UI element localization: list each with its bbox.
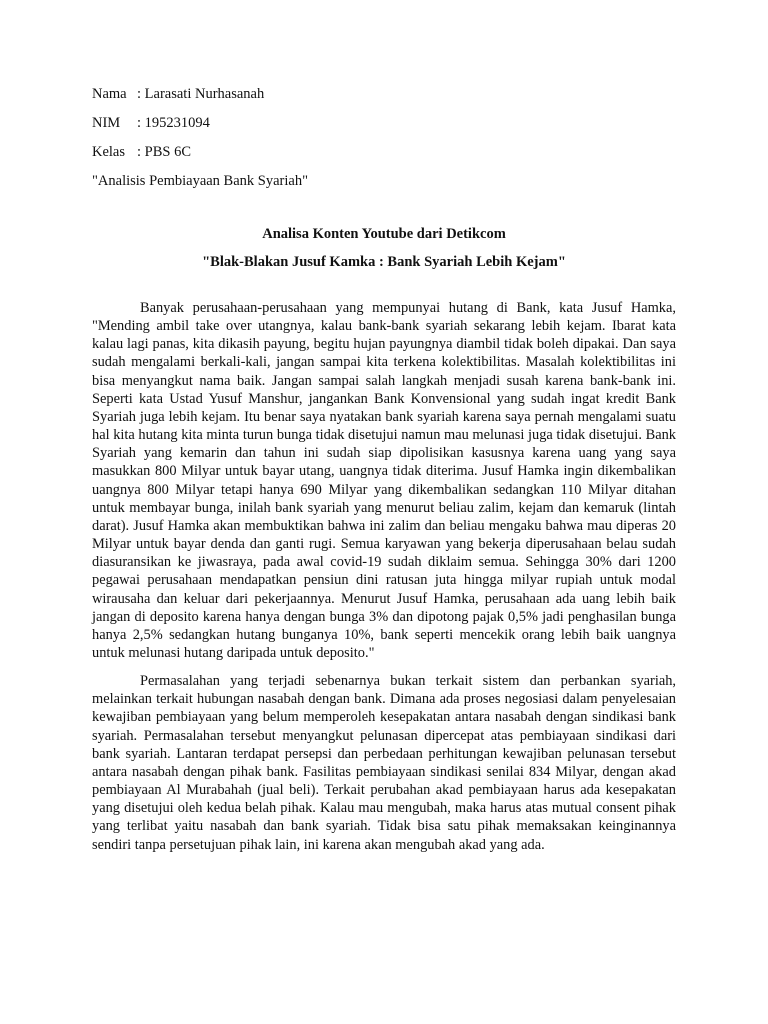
document-title: Analisa Konten Youtube dari Detikcom	[262, 226, 506, 242]
document-subtitle: "Blak-Blakan Jusuf Kamka : Bank Syariah Lebih Kejam"	[202, 254, 566, 270]
nim-label: NIM	[92, 115, 121, 131]
class-row	[92, 144, 676, 161]
paragraph: Banyak perusahaan-perusahaan yang mempunyai hutang di Bank, kata Jusuf Hamka, "Mending ambil take over utangnya, kalau bank-bank syariah sekarang lebih kejam. Ibarat kata kalau lagi panas, kita dikasih payung, begitu hujan payungnya diambil tidak boleh dipakai. Dan saya sudah mengalami berkali-kali, jangan sampai kita terkena kolektibilitas. Masalah kolektibilitas ini bisa menyangkut nama baik. Jangan sampai salah langkah menjadi susah karena bank-bank ini. Seperti kata Ustad Yusuf Manshur, jangankan Bank Konvensional yang sudah ingat kredit Bank Syariah juga lebih kejam. Itu benar saya nyatakan bank syariah karena saya pernah mengalami suatu hal kita hutang kita minta turun bunga tidak disetujui namun mau melunasi juga tidak disetujui. Bank Syariah yang kemarin dan tahun ini sudah siap dipolisikan kasusnya karena uang yang saya masukkan 800 Milyar untuk bayar utang, uangnya tidak diterima. Jusuf Hamka ingin dikembalikan uangnya 800 Milyar tetapi hanya 690 Milyar yang dikembalikan sedangkan 110 Milyar ditahan untuk membayar bunga, inilah bank syariah yang menurut beliau zalim, kejam dan kemaruk (lintah darat). Jusuf Hamka akan membuktikan bahwa ini zalim dan beliau mengaku bahwa mau diperas 20 Milyar untuk bayar denda dan ganti rugi. Semua karyawan yang bekerja diperusahaan belau sudah diasuransikan ke jiwasraya, pada awal covid-19 sudah diklaim semua. Sehingga 30% dari 1200 pegawai perusahaan mendapatkan pensiun dini ratusan juta hingga milyar rupiah untuk modal wirausaha dan keluar dari pekerjaannya. Menurut Jusuf Hamka, perusahaan ada uang lebih baik jangan di deposito karena hanya dengan bunga 3% dan dipotong pajak 0,5% jadi penghasilan bunga hanya 2,5% sedangkan hutang bunganya 10%, bank seperti mencekik orang lebih baik uangnya untuk melunasi hutang daripada untuk deposito."	[92, 300, 676, 661]
paragraph: Permasalahan yang terjadi sebenarnya bukan terkait sistem dan perbankan syariah, melainkan terkait hubungan nasabah dengan bank. Dimana ada proses negosiasi dalam penyelesaian kewajiban pembiayaan yang belum memperoleh kesepakatan antara nasabah dengan sindikasi bank syariah. Permasalahan tersebut menyangkut pelunasan dipercepat atas pembiayaan sindikasi dari bank syariah. Lantaran terdapat persepsi dan perbedaan perhitungan kewajiban pelunasan tersebut antara nasabah dengan pihak bank. Fasilitas pembiayaan sindikasi senilai 834 Milyar, dengan akad pembiayaan Al Murabahah (jual beli). Terkait perubahan akad pembiayaan harus ada kesepakatan yang disetujui oleh kedua belah pihak. Kalau mau mengubah, maka harus atas mutual consent pihak yang terlibat yaitu nasabah dan bank syariah. Tidak bisa satu pihak memaksakan keinginannya sendiri tanpa persetujuan pihak lain, ini karena akan mengubah akad yang ada.	[92, 673, 676, 853]
nim-row	[92, 115, 676, 132]
name-value: : Larasati Nurhasanah	[137, 86, 265, 102]
class-value: : PBS 6C	[137, 144, 191, 160]
name-label: Nama	[92, 86, 127, 102]
course-title: "Analisis Pembiayaan Bank Syariah"	[92, 173, 309, 189]
document-body	[92, 299, 676, 854]
nim-value: : 195231094	[137, 115, 210, 131]
name-row	[92, 86, 676, 103]
class-label: Kelas	[92, 144, 126, 160]
student-info	[92, 86, 676, 190]
